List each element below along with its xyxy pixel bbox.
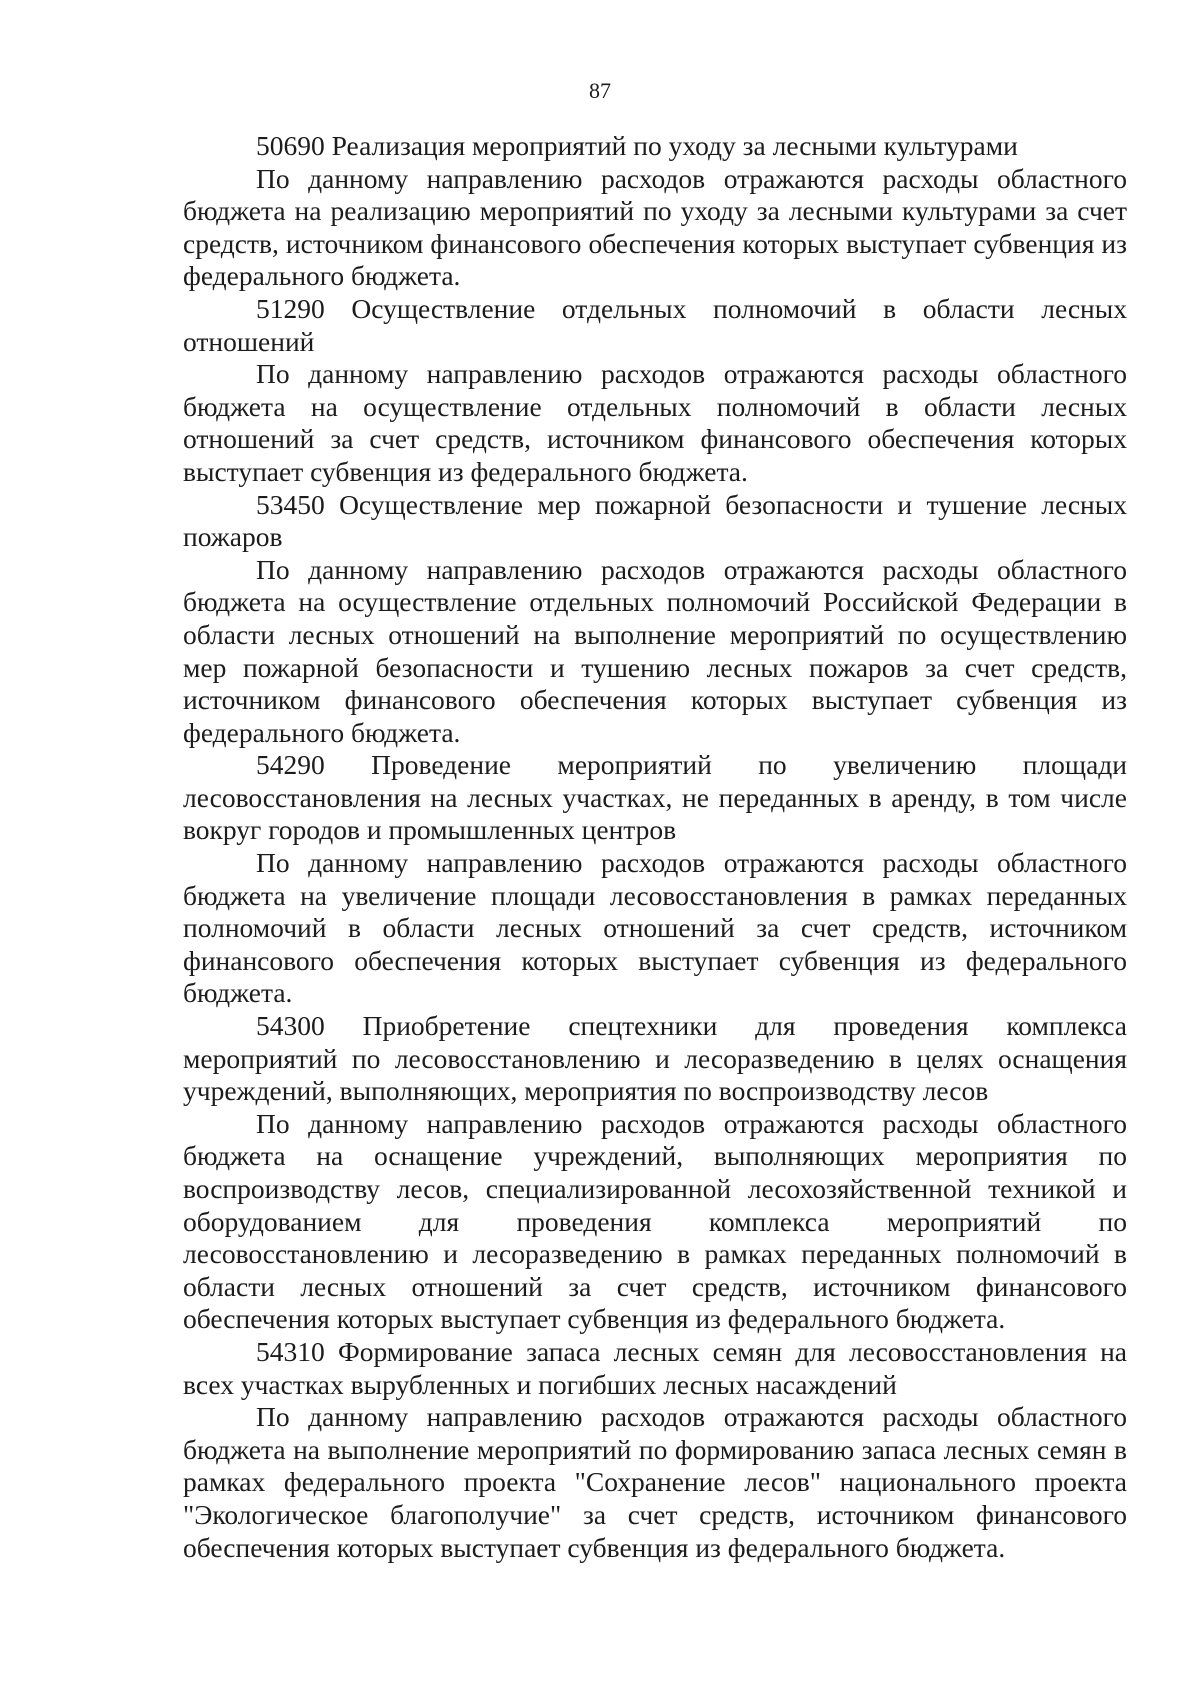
section-heading-54300: 54300 Приобретение спецтехники для проведения комплекса мероприятий по лесовосстановлению и лесоразведению в целях оснащения учреждений, выполняющих, мероприятия по воспроизводству лесов: [183, 1010, 1127, 1107]
section-body-51290: По данному направлению расходов отражаются расходы областного бюджета на осуществление отдельных полномочий в области лесных отношений за счет средств, источником финансового обеспечения которых выступает субвенция из федерального бюджета.: [183, 358, 1127, 487]
section-body-50690: По данному направлению расходов отражаются расходы областного бюджета на реализацию мероприятий по уходу за лесными культурами за счет средств, источником финансового обеспечения которых выступает субвенция из федерального бюджета.: [183, 162, 1127, 292]
section-heading-54310: 54310 Формирование запаса лесных семян для лесовосстановления на всех участках вырубленных и погибших лесных насаждений: [183, 1335, 1127, 1400]
section-body-54290: По данному направлению расходов отражаются расходы областного бюджета на увеличение площади лесовосстановления в рамках переданных полномочий в области лесных отношений за счет средств, источником финансового обеспечения которых выступает субвенция из федерального бюджета.: [183, 847, 1127, 1009]
section-heading-50690: 50690 Реализация мероприятий по уходу за лесными культурами: [256, 130, 1018, 161]
section-heading-51290: 51290 Осуществление отдельных полномочий в области лесных отношений: [183, 292, 1127, 357]
page-number: 87: [589, 78, 611, 103]
section-body-54300: По данному направлению расходов отражаются расходы областного бюджета на оснащение учреждений, выполняющих мероприятия по воспроизводству лесов, специализированной лесохозяйственной техникой и оборудованием для проведения комплекса мероприятий по лесовосстановлению и лесоразведению в рамках переданных полномочий в области лесных отношений за счет средств, источником финансового обеспечения которых выступает субвенция из федерального бюджета.: [183, 1107, 1127, 1335]
section-body-53450: По данному направлению расходов отражаются расходы областного бюджета на осуществление отдельных полномочий Российской Федерации в области лесных отношений на выполнение мероприятий по осуществлению мер пожарной безопасности и тушению лесных пожаров за счет средств, источником финансового обеспечения которых выступает субвенция из федерального бюджета.: [183, 553, 1127, 748]
section-heading-54290: 54290 Проведение мероприятий по увеличению площади лесовосстановления на лесных участках, не переданных в аренду, в том числе вокруг городов и промышленных центров: [183, 749, 1127, 846]
section-heading-53450: 53450 Осуществление мер пожарной безопасности и тушение лесных пожаров: [183, 488, 1127, 553]
section-body-54310: По данному направлению расходов отражаются расходы областного бюджета на выполнение мероприятий по формированию запаса лесных семян в рамках федерального проекта "Сохранение лесов" национального проекта "Экологическое благополучие" за счет средств, источником финансового обеспечения которых выступает субвенция из федерального бюджета.: [183, 1401, 1127, 1563]
document-body: [183, 130, 1127, 1564]
